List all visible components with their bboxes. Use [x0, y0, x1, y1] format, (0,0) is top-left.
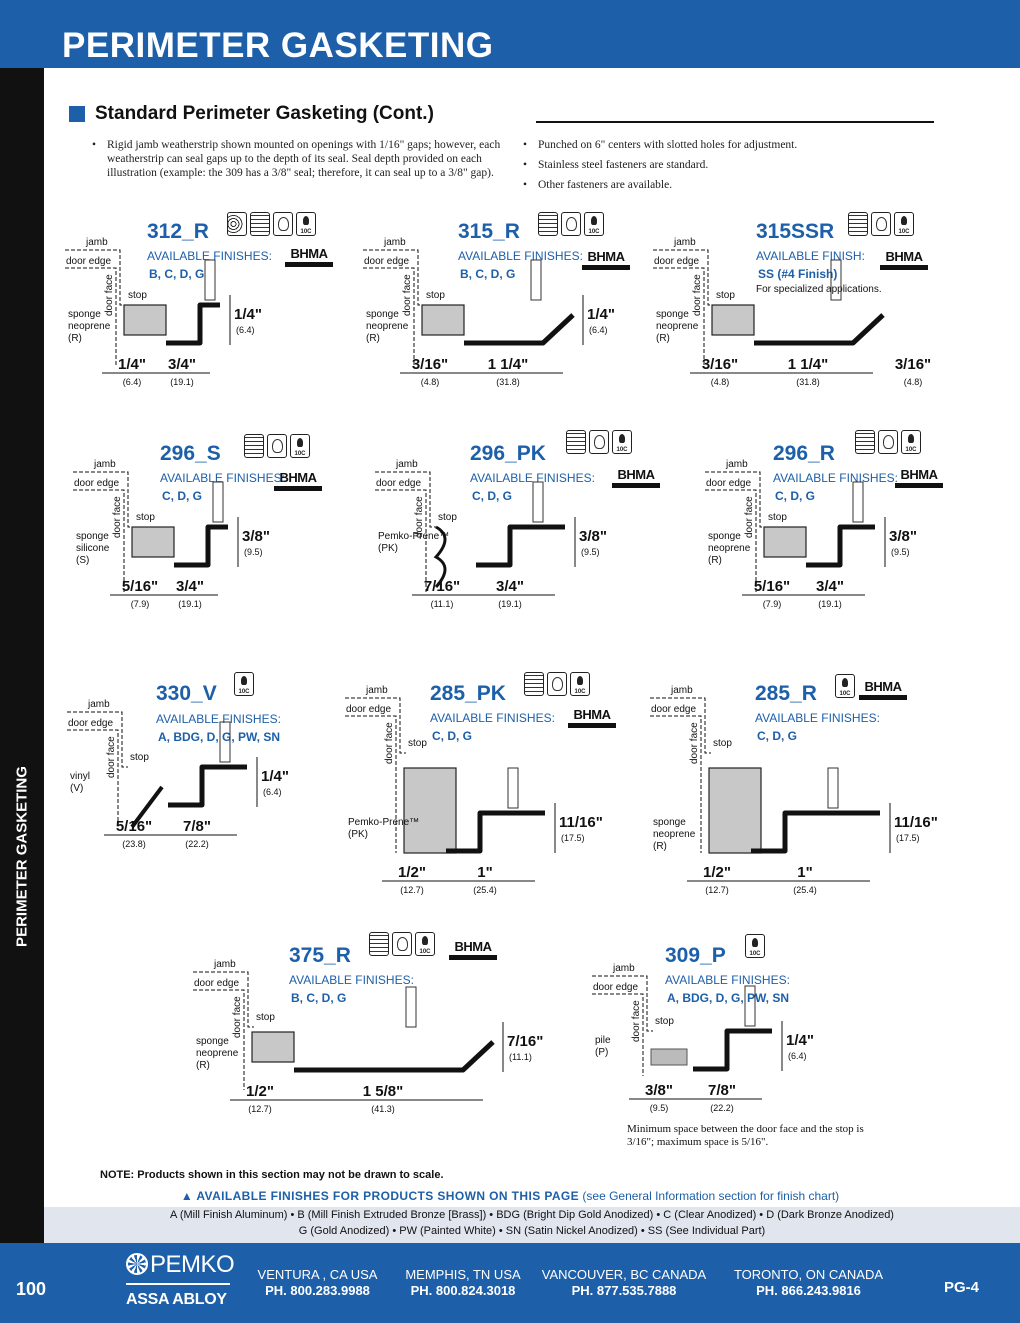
jamb-label: jamb	[396, 459, 418, 470]
jamb-label: jamb	[726, 459, 748, 470]
finish-codes: C, D, G	[472, 489, 513, 503]
seal-profile	[132, 527, 174, 557]
office-phone: PH. 800.283.9988	[265, 1283, 370, 1298]
dimension-mm: (6.4)	[788, 1051, 807, 1061]
bhma-certified-logo: BHMA	[612, 468, 660, 488]
door-face-label: door face	[384, 722, 395, 764]
seal-material-label: sponge neoprene (R)	[196, 1036, 239, 1071]
section-title: Standard Perimeter Gasketing (Cont.)	[95, 103, 434, 124]
bhma-certified-logo: BHMA	[449, 940, 497, 960]
logo-divider	[126, 1283, 230, 1285]
retainer-profile	[806, 527, 875, 565]
office-phone: PH. 866.243.9816	[756, 1283, 861, 1298]
finishes-heading	[0, 1189, 1020, 1203]
finishes-heading-sub: (see General Information section for finish chart)	[579, 1189, 840, 1203]
screw-icon	[213, 482, 223, 522]
dimension-mm: (25.4)	[473, 885, 497, 895]
dimension-mm: (9.5)	[649, 1103, 669, 1113]
door-face-label: door face	[232, 996, 243, 1038]
finish-codes: B, C, D, G	[149, 267, 205, 281]
dimension-mm: (6.4)	[263, 787, 282, 797]
retainer-profile	[166, 305, 220, 343]
finishes-heading-main: ▲ AVAILABLE FINISHES FOR PRODUCTS SHOWN ON THIS PAGE	[180, 1189, 580, 1203]
product-code: 296_S	[160, 442, 221, 465]
available-finishes-label: AVAILABLE FINISHES:	[773, 471, 898, 485]
stop-label: stop	[128, 290, 147, 301]
weatherstrip-icon	[855, 430, 875, 454]
finish-note: For specialized applications.	[756, 284, 882, 295]
screw-icon	[533, 482, 543, 522]
screw-icon	[531, 260, 541, 300]
bhma-certified-logo: BHMA	[568, 708, 616, 728]
stop-label: stop	[136, 512, 155, 523]
jamb-label: jamb	[674, 237, 696, 248]
finish-codes: B, C, D, G	[460, 267, 516, 281]
dimension-value: 7/16"	[507, 1033, 544, 1050]
finish-codes: A, BDG, D, G, PW, SN	[158, 730, 281, 744]
bhma-certified-logo: BHMA	[859, 680, 907, 700]
seal-profile	[709, 768, 761, 853]
available-finishes-label: AVAILABLE FINISHES:	[755, 711, 880, 725]
bhma-certified-logo: BHMA	[582, 250, 630, 270]
dimension-mm: (12.7)	[248, 1104, 272, 1114]
product-code: 285_PK	[430, 682, 506, 705]
bullet-item: • Stainless steel fasteners are standard.	[523, 158, 853, 172]
dimension-mm: (22.2)	[185, 839, 209, 849]
profile-drawing-285-pk	[340, 678, 603, 895]
available-finishes-label: AVAILABLE FINISHES:	[156, 712, 281, 726]
smoke-icon	[273, 212, 293, 236]
door-face-label: door face	[692, 274, 703, 316]
dimension-value: 1/4"	[261, 768, 289, 785]
dimension-value: 1/4"	[786, 1032, 814, 1049]
available-finishes-label: AVAILABLE FINISHES:	[665, 973, 790, 987]
door-edge-label: door edge	[364, 256, 410, 267]
jamb-label: jamb	[94, 459, 116, 470]
dimension-value: 5/16"	[753, 578, 791, 595]
dimension-value: 1/4"	[118, 356, 146, 373]
profile-drawing-296-s	[68, 452, 283, 632]
available-finishes-label: AVAILABLE FINISHES:	[289, 973, 414, 987]
stop-label: stop	[408, 738, 427, 749]
seal-profile	[764, 527, 806, 557]
door-edge-label: door edge	[376, 478, 422, 489]
seal-material-label: Pemko-Prene™ (PK)	[378, 531, 450, 554]
section-marker	[69, 106, 85, 122]
dimension-value: 1"	[477, 864, 493, 881]
retainer-profile	[168, 767, 247, 805]
door-face-label: door face	[414, 496, 425, 538]
finish-codes: C, D, G	[432, 729, 473, 743]
bullet-item: • Punched on 6" centers with slotted holes for adjustment.	[523, 138, 853, 152]
dimension-value: 3/8"	[579, 528, 607, 545]
seal-material-label: sponge silicone (S)	[76, 531, 110, 566]
dimension-mm: (7.9)	[762, 599, 782, 609]
screw-icon	[205, 260, 215, 300]
bullet-item: • Other fasteners are available.	[523, 178, 853, 192]
dimension-value: 3/4"	[816, 578, 844, 595]
door-edge-label: door edge	[654, 256, 700, 267]
bullet-item: • Rigid jamb weatherstrip shown mounted on openings with 1/16" gaps; however, each weatherstrip can seal gaps up to the depth of its seal. Seal depth provided on each illustration (example: the 309 has a 3/8" seal; therefore, it can seal up to a 3/8" gap).	[92, 138, 512, 180]
door-face-label: door face	[104, 274, 115, 316]
office-memphis	[398, 1267, 528, 1299]
profile-drawing-315-r	[358, 230, 628, 405]
dimension-value: 11/16"	[559, 814, 603, 831]
dimension-value: 7/16"	[423, 578, 461, 595]
section-rule	[536, 121, 934, 123]
dimension-mm: (19.1)	[498, 599, 522, 609]
finishes-legend-line: G (Gold Anodized) • PW (Painted White) • SN (Satin Nickel Anodized) • SS (See Individual Part)	[298, 1225, 766, 1237]
stop-label: stop	[426, 290, 445, 301]
dimension-mm: (19.1)	[178, 599, 202, 609]
side-tab-label: PERIMETER GASKETING	[13, 766, 31, 947]
fire-rated-10c-icon	[612, 430, 632, 454]
dimension-value: 3/8"	[645, 1082, 673, 1099]
profile-drawing-285-r	[645, 678, 938, 895]
seal-material-label: sponge neoprene (R)	[68, 309, 111, 344]
door-edge-label: door edge	[706, 478, 752, 489]
dimension-value: 1 5/8"	[362, 1083, 404, 1100]
seal-profile	[422, 305, 464, 335]
seal-material-label: sponge neoprene (R)	[708, 531, 751, 566]
page-title: PERIMETER GASKETING	[62, 26, 494, 65]
scale-note: NOTE: Products shown in this section may not be drawn to scale.	[100, 1169, 444, 1181]
side-tab	[0, 68, 44, 1243]
dimension-value: 5/16"	[121, 578, 159, 595]
door-edge-label: door edge	[593, 982, 639, 993]
fire-rated-10c-icon	[745, 934, 765, 958]
product-code: 315SSR	[756, 220, 835, 243]
dimension-value: 11/16"	[894, 814, 938, 831]
smoke-icon	[878, 430, 898, 454]
dimension-mm: (12.7)	[705, 885, 729, 895]
retainer-profile	[751, 813, 880, 851]
door-face-label: door face	[744, 496, 755, 538]
dimension-value: 3/4"	[176, 578, 204, 595]
weatherstrip-icon	[566, 430, 586, 454]
page-code: PG-4	[944, 1279, 980, 1296]
door-edge-label: door edge	[346, 704, 392, 715]
seal-material-label: sponge neoprene (R)	[656, 309, 699, 344]
office-vancouver	[538, 1267, 710, 1299]
profile-drawing-309-p	[587, 956, 827, 1116]
door-edge-label: door edge	[68, 718, 114, 729]
door-edge-label: door edge	[74, 478, 120, 489]
product-code: 285_R	[755, 682, 817, 705]
screw-icon	[508, 768, 518, 808]
dimension-value: 1/2"	[246, 1083, 274, 1100]
jamb-label: jamb	[366, 685, 388, 696]
available-finishes-label: AVAILABLE FINISH:	[756, 249, 865, 263]
screw-icon	[828, 768, 838, 808]
product-code: 296_PK	[470, 442, 546, 465]
profile-drawing-296-pk	[370, 452, 620, 632]
stop-label: stop	[768, 512, 787, 523]
door-edge-label: door edge	[194, 978, 240, 989]
product-code: 296_R	[773, 442, 835, 465]
dimension-mm: (4.8)	[420, 377, 440, 387]
seal-profile	[404, 768, 456, 853]
dimension-value: 1 1/4"	[787, 356, 829, 373]
seal-profile	[124, 305, 166, 335]
seal-profile	[651, 1049, 687, 1065]
finish-codes: C, D, G	[162, 489, 203, 503]
jamb-label: jamb	[613, 963, 635, 974]
dimension-mm: (4.8)	[710, 377, 730, 387]
available-finishes-label: AVAILABLE FINISHES:	[147, 249, 272, 263]
seal-material-label: sponge neoprene (R)	[653, 817, 696, 852]
smoke-icon	[589, 430, 609, 454]
dimension-mm: (41.3)	[371, 1104, 395, 1114]
office-phone: PH. 877.535.7888	[571, 1283, 677, 1298]
bhma-certified-logo: BHMA	[285, 247, 333, 267]
dimension-value: 3/16"	[411, 356, 449, 373]
dimension-mm: (7.9)	[130, 599, 150, 609]
product-code: 375_R	[289, 944, 351, 967]
dimension-mm: (6.4)	[122, 377, 142, 387]
jamb-label: jamb	[214, 959, 236, 970]
seal-material-label: pile (P)	[595, 1035, 611, 1058]
dimension-value: 3/4"	[496, 578, 524, 595]
dimension-value: 5/16"	[115, 818, 153, 835]
pemko-logo-mark-icon	[126, 1253, 148, 1275]
dimension-mm: (11.1)	[430, 599, 454, 609]
finish-codes: SS (#4 Finish)	[758, 267, 838, 281]
product-code: 315_R	[458, 220, 520, 243]
stop-label: stop	[716, 290, 735, 301]
jamb-label: jamb	[86, 237, 108, 248]
bhma-certified-logo: BHMA	[895, 468, 943, 488]
retainer-profile	[174, 527, 228, 565]
dimension-mm: (6.4)	[236, 325, 255, 335]
stop-label: stop	[130, 752, 149, 763]
stop-label: stop	[256, 1012, 275, 1023]
min-space-note: Minimum space between the door face and the stop is 3/16"; maximum space is 5/16".	[627, 1123, 864, 1148]
product-code: 312_R	[147, 220, 209, 243]
dimension-mm: (25.4)	[793, 885, 817, 895]
available-finishes-label: AVAILABLE FINISHES:	[470, 471, 595, 485]
dimension-mm: (11.1)	[509, 1052, 532, 1062]
product-code: 309_P	[665, 944, 726, 967]
dimension-value: 1/2"	[398, 864, 426, 881]
fire-rated-10c-icon	[290, 434, 310, 458]
dimension-mm: (31.8)	[796, 377, 820, 387]
bhma-certified-logo: BHMA	[274, 471, 322, 491]
profile-drawing-375-r	[188, 952, 548, 1130]
page-number: 100	[16, 1279, 47, 1299]
dimension-mm: (19.1)	[818, 599, 842, 609]
finish-codes: C, D, G	[775, 489, 816, 503]
stop-label: stop	[713, 738, 732, 749]
door-face-label: door face	[689, 722, 700, 764]
screw-icon	[745, 986, 755, 1026]
profile-drawing-330-v	[62, 692, 302, 862]
brand-parent-logo: ASSA ABLOY	[126, 1291, 227, 1308]
finish-codes: C, D, G	[757, 729, 798, 743]
seal-profile	[252, 1032, 294, 1062]
door-face-label: door face	[112, 496, 123, 538]
fire-rated-10c-icon	[901, 430, 921, 454]
retainer-profile	[476, 527, 565, 565]
seal-material-label: Pemko-Prene™ (PK)	[348, 817, 420, 840]
dimension-mm: (9.5)	[581, 547, 600, 557]
dimension-value: 1 1/4"	[487, 356, 529, 373]
dimension-value: 1"	[797, 864, 813, 881]
dimension-value: 3/8"	[889, 528, 917, 545]
retainer-profile	[294, 1042, 493, 1070]
retainer-profile	[693, 1031, 772, 1069]
office-city: VANCOUVER, BC CANADA	[541, 1267, 707, 1282]
dimension-mm: (19.1)	[170, 377, 194, 387]
retainer-profile	[464, 315, 573, 343]
retainer-profile	[446, 813, 545, 851]
office-city: MEMPHIS, TN USA	[405, 1267, 521, 1282]
jamb-label: jamb	[88, 699, 110, 710]
office-city: VENTURA , CA USA	[257, 1267, 378, 1282]
dimension-mm: (22.2)	[710, 1103, 734, 1113]
door-face-label: door face	[402, 274, 413, 316]
available-finishes-label: AVAILABLE FINISHES:	[458, 249, 583, 263]
office-phone: PH. 800.824.3018	[410, 1283, 516, 1298]
dimension-mm: (6.4)	[589, 325, 608, 335]
dimension-mm: (17.5)	[561, 833, 585, 843]
screw-icon	[853, 482, 863, 522]
bhma-certified-logo: BHMA	[880, 250, 928, 270]
dimension-value: 1/2"	[703, 864, 731, 881]
finish-codes: B, C, D, G	[291, 991, 347, 1005]
dimension-value: 1/4"	[234, 306, 262, 323]
jamb-label: jamb	[384, 237, 406, 248]
dimension-value: 3/16"	[894, 356, 932, 373]
dimension-mm: (17.5)	[896, 833, 920, 843]
door-edge-label: door edge	[66, 256, 112, 267]
stop-label: stop	[655, 1016, 674, 1027]
dimension-value: 7/8"	[183, 818, 211, 835]
office-ventura	[250, 1267, 385, 1299]
footer-bar	[0, 1243, 1020, 1323]
door-face-label: door face	[106, 736, 117, 778]
jamb-label: jamb	[671, 685, 693, 696]
retainer-profile	[754, 315, 883, 343]
profile-drawing-315ssr	[648, 230, 938, 405]
bullet-list-right	[523, 138, 853, 198]
available-finishes-label: AVAILABLE FINISHES:	[160, 471, 285, 485]
bullet-list-left	[92, 138, 512, 186]
seal-material-label: vinyl (V)	[70, 771, 91, 794]
seal-material-label: sponge neoprene (R)	[366, 309, 409, 344]
brand-logo: PEMKO	[150, 1251, 235, 1278]
screw-icon	[831, 260, 841, 300]
dimension-value: 3/16"	[701, 356, 739, 373]
header-bar	[0, 0, 1020, 68]
product-code: 330_V	[156, 682, 217, 705]
office-toronto	[726, 1267, 891, 1299]
dimension-mm: (12.7)	[400, 885, 424, 895]
screw-icon	[406, 987, 416, 1027]
dimension-mm: (23.8)	[122, 839, 146, 849]
dimension-value: 1/4"	[587, 306, 615, 323]
dimension-mm: (9.5)	[244, 547, 263, 557]
door-face-label: door face	[631, 1000, 642, 1042]
dimension-mm: (9.5)	[891, 547, 910, 557]
dimension-mm: (31.8)	[496, 377, 520, 387]
finish-codes: A, BDG, D, G, PW, SN	[667, 991, 790, 1005]
office-city: TORONTO, ON CANADA	[733, 1267, 884, 1282]
door-edge-label: door edge	[651, 704, 697, 715]
profile-drawing-296-r	[700, 452, 930, 632]
finishes-legend-line: A (Mill Finish Aluminum) • B (Mill Finish Extruded Bronze [Brass]) • BDG (Bright Dip Gold Anodized) • C (Clear Anodized) • D (Dark Bronze Anodized)	[170, 1209, 894, 1221]
fire-rated-10c-icon	[296, 212, 316, 236]
profile-drawing-312-r	[60, 230, 275, 405]
dimension-value: 3/8"	[242, 528, 270, 545]
seal-profile	[712, 305, 754, 335]
available-finishes-label: AVAILABLE FINISHES:	[430, 711, 555, 725]
dimension-mm: (4.8)	[903, 377, 923, 387]
dimension-value: 3/4"	[168, 356, 196, 373]
stop-label: stop	[438, 512, 457, 523]
dimension-value: 7/8"	[708, 1082, 736, 1099]
screw-icon	[220, 722, 230, 762]
